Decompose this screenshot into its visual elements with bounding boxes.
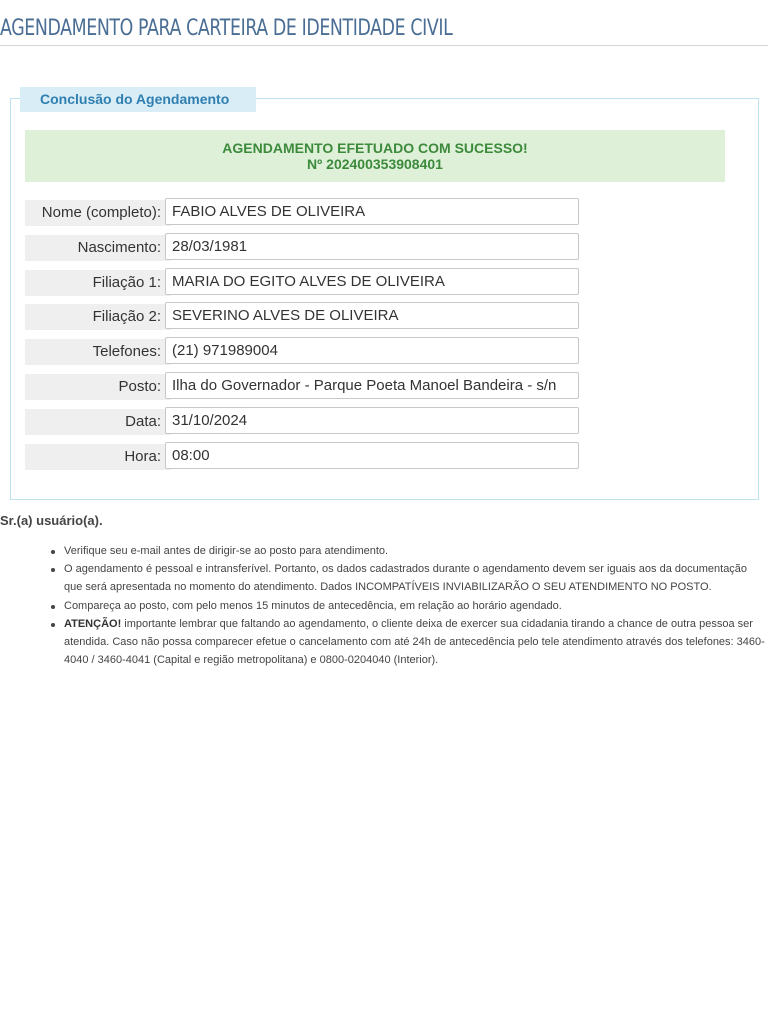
row-parent1	[25, 268, 585, 295]
appointment-details	[25, 198, 585, 476]
parent1-field[interactable]: MARIA DO EGITO ALVES DE OLIVEIRA	[165, 268, 579, 295]
fieldset-legend: Conclusão do Agendamento	[20, 87, 256, 112]
parent2-label: Filiação 2:	[25, 304, 171, 330]
attention-label: ATENÇÃO!	[64, 617, 122, 630]
row-name	[25, 198, 585, 225]
time-label: Hora:	[25, 444, 171, 470]
parent1-label: Filiação 1:	[25, 270, 171, 296]
name-field[interactable]: FABIO ALVES DE OLIVEIRA	[165, 198, 579, 225]
row-birth	[25, 233, 585, 260]
phones-label: Telefones:	[25, 339, 171, 365]
birth-label: Nascimento:	[25, 235, 171, 261]
row-date	[25, 407, 585, 434]
date-label: Data:	[25, 409, 171, 435]
time-field[interactable]: 08:00	[165, 442, 579, 469]
page-title: AGENDAMENTO PARA CARTEIRA DE IDENTIDADE CIVIL	[0, 16, 453, 41]
post-field[interactable]: Ilha do Governador - Parque Poeta Manoel Bandeira - s/n	[165, 372, 579, 399]
list-item	[64, 615, 765, 670]
parent2-field[interactable]: SEVERINO ALVES DE OLIVEIRA	[165, 302, 579, 329]
row-parent2	[25, 302, 585, 329]
birth-field[interactable]: 28/03/1981	[165, 233, 579, 260]
name-label: Nome (completo):	[25, 200, 171, 226]
page-header	[0, 0, 768, 46]
row-post	[25, 372, 585, 399]
list-item: Verifique seu e-mail antes de dirigir-se ao posto para atendimento.	[64, 542, 765, 560]
user-greeting: Sr.(a) usuário(a).	[0, 513, 103, 528]
phones-field[interactable]: (21) 971989004	[165, 337, 579, 364]
list-item: Compareça ao posto, com pelo menos 15 minutos de antecedência, em relação ao horário agendado.	[64, 597, 765, 615]
success-message	[25, 130, 725, 182]
attention-text: importante lembrar que faltando ao agendamento, o cliente deixa de exercer sua cidadania tirando a chance de outra pessoa ser atendida. Caso não possa comparecer efetue o cancelamento com até 24h de antecedência pelo tele atendimento através dos telefones: 3460-4040 / 3460-4041 (Capital e região metropolitana) e 0800-0204040 (Interior).	[64, 617, 765, 667]
date-field[interactable]: 31/10/2024	[165, 407, 579, 434]
post-label: Posto:	[25, 374, 171, 400]
appointment-number: Nº 202400353908401	[307, 156, 443, 172]
instructions-list	[23, 542, 765, 669]
row-phones	[25, 337, 585, 364]
row-time	[25, 442, 585, 469]
success-title: AGENDAMENTO EFETUADO COM SUCESSO!	[222, 140, 528, 156]
list-item: O agendamento é pessoal e intransferível. Portanto, os dados cadastrados durante o agendamento devem ser iguais aos da documentação que será apresentada no momento do atendimento. Dados INCOMPATÍVEIS INVIABILIZARÃO O SEU ATENDIMENTO NO POSTO.	[64, 560, 765, 596]
